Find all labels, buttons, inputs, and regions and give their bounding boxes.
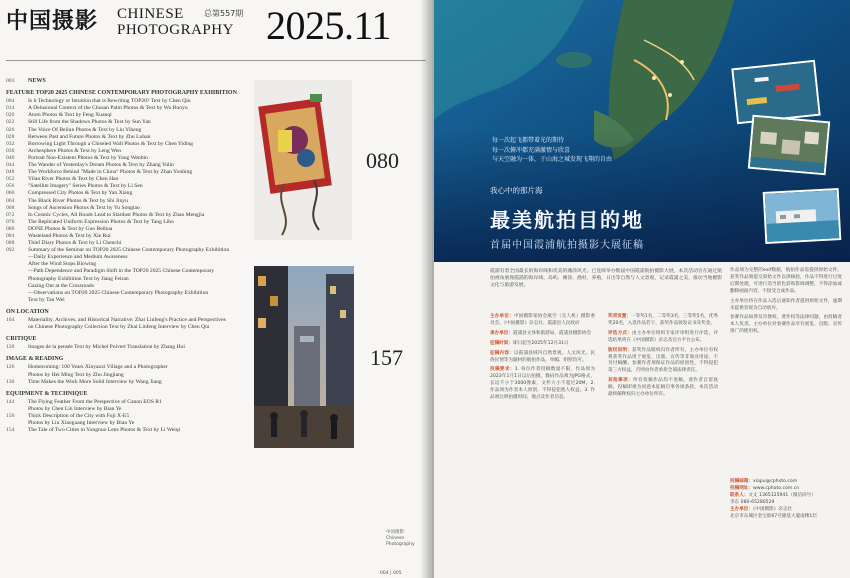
toc-feature-rows — [6, 98, 258, 304]
masthead-en-line2: PHOTOGRAPHY — [117, 22, 234, 38]
toc-entry-text: The Replicated Uniform Expression Photos & Text by Tang Libo — [28, 218, 174, 225]
toc-entry-text: Portrait Non-Existent Photos & Text by Yang Wenbin — [28, 154, 148, 161]
body-column-3 — [730, 268, 842, 339]
toc-entry-text: Songs of Ascension Photos & Text by Yu Songtao — [28, 204, 140, 211]
toc-entry-text: Gazing Out at the Crossroads — [28, 282, 94, 289]
toc-row[interactable] — [6, 226, 258, 233]
body-paragraph — [608, 331, 718, 345]
toc-entry-text: —Daily Experience and Medium Awareness — [28, 254, 128, 261]
toc-page: 088 — [6, 240, 15, 247]
thumbnail-pier[interactable] — [763, 188, 842, 244]
call-for-entries-page — [434, 0, 850, 578]
toc-entry-text: A Delusional Context of the Chusan Palm Photos & Text by Wo Ruoyu — [28, 105, 188, 112]
toc-page: 040 — [6, 154, 15, 161]
body-paragraph — [730, 268, 842, 296]
paragraph-key: 评选方式： — [608, 330, 632, 336]
body-paragraph — [608, 314, 718, 328]
toc-row[interactable] — [6, 119, 258, 126]
toc-row[interactable] — [6, 169, 258, 176]
paragraph-text: 作品须为完整的exif数据，航拍作品需提供原始文件。获奖作品须提交原始文件以供核验，作品不得进行过度后期处理，可进行适当的色彩和影调调整，不得添加或删除画面内容，不接受合成作品。 — [730, 268, 842, 294]
toc-page: 020 — [6, 112, 15, 119]
toc-row[interactable] — [6, 399, 258, 406]
toc-entry-text: Between Past and Future Photos & Text by Zhu Luhan — [28, 133, 151, 140]
thumbnail-pier-image — [765, 190, 842, 244]
toc-section-feature: FEATURE TOP20 2025 CHINESE CONTEMPORARY PHOTOGRAPHY EXHIBITION — [6, 90, 237, 97]
body-paragraph — [490, 314, 595, 328]
page-number-080: 080 — [366, 148, 399, 173]
paragraph-key: 征稿内容： — [490, 350, 514, 356]
contact-line — [730, 478, 842, 485]
body-paragraph — [490, 367, 595, 402]
toc-row[interactable] — [6, 247, 258, 254]
hero-caption — [492, 136, 612, 165]
contact-line — [730, 499, 842, 506]
city-street-photo[interactable] — [254, 266, 354, 448]
toc-page — [6, 290, 28, 297]
toc-page: 092 — [6, 247, 15, 254]
toc-page: 154 — [6, 427, 15, 434]
toc-page: 064 — [6, 197, 15, 204]
toc-row[interactable] — [6, 148, 258, 155]
toc-equipment-rows — [6, 399, 258, 434]
contact-key: 投稿邮箱： — [730, 479, 753, 484]
toc-row[interactable] — [6, 324, 258, 331]
toc-row[interactable] — [6, 105, 258, 112]
body-paragraph — [730, 315, 842, 336]
toc-entry-text: In Cosmic Cycles, All Roads Lead to Stardust Photos & Text by Zhao Mengjia — [28, 211, 205, 218]
toc-row[interactable] — [6, 212, 258, 219]
toc-page: 120 — [6, 344, 15, 351]
body-column-2 — [608, 314, 718, 402]
toc-page: 004 — [6, 98, 15, 105]
toc-entry-text: "Satellite Imagery" Series Photos & Text by Li Sen — [28, 183, 143, 190]
contact-value: 文丈 1365125941（微信同号） — [748, 493, 816, 498]
toc-entry-text: The Wander of Yesterday's Dream Photos & Text by Zhang Yulin — [28, 162, 174, 169]
toc-entry-text: Text by Tan Wei — [28, 296, 65, 303]
paragraph-text: 参赛作品如涉及肖像权、著作权等法律问题，由投稿者本人负责。主办单位对参赛作品享有展览、出版、宣传推广的使用权。 — [730, 315, 842, 335]
contact-value: xiapu@cphoto.com — [752, 479, 798, 484]
paragraph-text: 中国摄影家协会航空（无人机）摄影委员会、《中国摄影》杂志社、霞浦县人民政府 — [490, 314, 595, 326]
contact-line — [730, 506, 842, 513]
toc-row[interactable] — [6, 205, 258, 212]
toc-page: 036 — [6, 147, 15, 154]
paragraph-key: 其他事项： — [608, 378, 634, 384]
toc-section-location: ON LOCATION — [6, 308, 49, 315]
toc-row[interactable] — [6, 176, 258, 183]
toc-entry-text: Images de la pensée Text by Michel Poivert Translation by Zhang Hui — [28, 344, 185, 351]
toc-page: 136 — [6, 378, 15, 385]
paragraph-text: 即日起至2025年12月31日 — [512, 340, 569, 346]
contact-line — [730, 492, 842, 499]
toc-page — [6, 254, 28, 261]
toc-row[interactable] — [6, 268, 258, 275]
contact-value: www.cphoto.com.cn — [752, 486, 800, 491]
toc-entry-text: Photos by Hei Ming Text by Zhu Jingjiang — [28, 371, 124, 378]
toc-entry-text: Summary of the Seminar on TOP20 2025 Chinese Contemporary Photography Exhibition — [28, 247, 230, 254]
toc-page — [6, 297, 28, 304]
paragraph-text: 由主办单位组织专家评审组进行评选，评选结果将在《中国摄影》杂志及官方平台公布。 — [608, 330, 718, 343]
contact-key: 联系人： — [730, 493, 749, 498]
footer-cn: 中国摄影 — [386, 530, 404, 535]
toc-row[interactable] — [6, 240, 258, 247]
footer-page-numbers: 004 | 005 — [380, 571, 402, 576]
hero-tagline: 我心中的那片海 — [490, 186, 543, 195]
paragraph-text: 霞浦县文体和旅游局、霞浦县摄影协会 — [512, 330, 592, 336]
paragraph-key: 承办单位： — [490, 330, 513, 336]
toc-row[interactable] — [6, 344, 258, 351]
toc-page: 150 — [6, 413, 15, 420]
page-number-157: 157 — [370, 345, 403, 370]
paragraph-text: 主办单位将在作品入选后通知作者提供原始文件，逾期未提供者视为自动放弃。 — [730, 298, 842, 311]
paragraph-key: 奖项设置： — [608, 314, 631, 319]
toc-page — [6, 324, 28, 331]
toc-row[interactable] — [6, 134, 258, 141]
toc-entry-text: Is it Technology or Intuition that is Rewriting TOP20? Text by Chen Qiu — [28, 98, 191, 105]
hero-caption-line: 与天空融为一体，于山海之城发现飞翔的自由 — [492, 156, 613, 163]
article-subtitle: 首届中国霞浦航拍摄影大展征稿 — [490, 240, 644, 251]
toc-row[interactable] — [6, 190, 258, 197]
toc-page: 056 — [6, 183, 15, 190]
paragraph-key: 投稿要求： — [490, 367, 515, 373]
contact-line — [730, 513, 842, 520]
paragraph-text: 1. 每位作者投稿数量不限，作品须为2023年1月1日以后拍摄，数码作品须为JPG格式，长边不小于3000像素，文件大小不超过20M。2. 作品须为作者本人原创，不得侵犯他人权益。3. 作品须注明拍摄时间、地点及作者信息。 — [490, 367, 595, 401]
masthead-cn-title: 中国摄影 — [6, 8, 99, 34]
toc-page: 072 — [6, 211, 15, 218]
toc-page: 044 — [6, 162, 15, 169]
toc-entry-text: on Chinese Photography Collection Text by Zhai Linfeng Interview by Chen Qiu — [28, 324, 210, 331]
contact-info — [730, 478, 842, 520]
toc-page: 028 — [6, 133, 15, 140]
toc-entry-text: The Black River Photos & Text by Shi Jinyu — [28, 197, 128, 204]
toc-section-news: NEWS — [28, 78, 46, 84]
paragraph-key: 主办单位： — [490, 314, 514, 319]
toc-page: 014 — [6, 105, 15, 112]
toc-page — [6, 268, 28, 275]
toc-page — [6, 261, 28, 268]
toc-entry-text: Photos by Liu Xiaoguang Interview by Bian Ye — [28, 420, 135, 427]
paragraph-key: 征稿时间： — [490, 340, 513, 346]
toc-page: 003 — [6, 78, 15, 84]
body-column-1 — [490, 314, 595, 405]
toc-page — [6, 420, 28, 427]
paragraph-text: 以霞浦县域内自然景观、人文风光、民俗民情等为题材的航拍作品，单幅、组照均可。 — [490, 350, 595, 363]
toc-entry-text: Compressed City Photos & Text by Yan Xiang — [28, 190, 133, 197]
toc-row[interactable] — [6, 261, 258, 268]
thumbnail-boats[interactable] — [731, 60, 820, 124]
toc-entry-text: The Tale of Two Cities in Yongnuo Lens Photos & Text by Li Weiqi — [28, 427, 181, 434]
contact-value: 《中国摄影》杂志社 — [752, 507, 793, 512]
toc-section-image-reading: IMAGE & READING — [6, 356, 64, 363]
toc-entry-text: Wasteland Photos & Text by Xie Rui — [28, 232, 111, 239]
body-paragraph — [490, 351, 595, 365]
toc-row[interactable] — [6, 372, 258, 379]
body-paragraph — [608, 378, 718, 399]
toc-entry-text: —Observations on TOP20 2025 Chinese Contemporary Photography Exhibition — [28, 289, 209, 296]
toc-entry-text: The Voice Of Beilun Photos & Text by Liu Yiheng — [28, 126, 142, 133]
toc-page: 076 — [6, 218, 15, 225]
toc-page: 084 — [6, 232, 15, 239]
toc-row[interactable] — [6, 183, 258, 190]
toc-row[interactable] — [6, 276, 258, 283]
toc-entry-text: The Workforce Behind "Made in China" Photos & Text by Zhan Youbing — [28, 169, 193, 176]
toc-critique-rows — [6, 344, 258, 351]
toc-row[interactable] — [6, 413, 258, 420]
toc-section-critique: CRITIQUE — [6, 336, 37, 343]
toc-row[interactable] — [6, 127, 258, 134]
toc-page — [6, 406, 28, 413]
toc-entry-text: —Path Dependence and Paradigm Shift in the TOP20 2025 Chinese Contemporary — [28, 268, 215, 275]
toc-page: 052 — [6, 176, 15, 183]
artwork-image — [254, 80, 352, 240]
toc-row[interactable] — [6, 379, 258, 386]
toc-entry-text: Time Makes the Work More Solid Interview by Wang Jiang — [28, 378, 162, 385]
toc-row[interactable] — [6, 112, 258, 119]
toc-page: 080 — [6, 225, 15, 232]
masthead-issue-number: 总第557期 — [204, 9, 244, 18]
thumbnail-village-image — [750, 117, 831, 175]
footer-en: Chinese Photography — [386, 536, 415, 547]
toc-entry-text: Thief Diary Photos & Text by Li Chenchi — [28, 240, 122, 247]
toc-row[interactable] — [6, 141, 258, 148]
toc-row[interactable] — [6, 98, 258, 105]
toc-entry-text: DONE Photos & Text by Guo Beihua — [28, 225, 113, 232]
toc-row[interactable] — [6, 162, 258, 169]
body-paragraph — [730, 299, 842, 313]
toc-location-rows — [6, 317, 258, 331]
article-title: 最美航拍目的地 — [490, 208, 644, 232]
hero-caption-line: 每一次起飞都带着光的期待 — [492, 137, 565, 144]
artwork-photo[interactable] — [254, 80, 352, 240]
toc-entry-text: Homecoming: 100 Years Xinyaozi Village and a Photographer — [28, 364, 168, 371]
toc-entry-text: Archesphere Photos & Text by Leng Wen — [28, 147, 122, 154]
toc-page: 126 — [6, 364, 15, 371]
toc-entry-text: Atom Photos & Text by Feng Xuanqi — [28, 112, 112, 119]
contact-key: 主办单位： — [730, 507, 753, 512]
paragraph-text: 所有投稿作品均不退稿，请作者自留底稿。投稿即视为同意本征稿启事各项条款，本次活动最终解释权归主办单位所有。 — [608, 378, 718, 398]
toc-row[interactable] — [6, 420, 258, 427]
body-paragraph — [490, 341, 595, 348]
toc-entry-text: Materiality, Archives, and Historical Narrative: Zhai Linfeng's Practice and Perspectives — [28, 317, 226, 323]
city-street-image — [254, 266, 354, 448]
paragraph-text: 获奖作品版权归作者所有，主办单位有权将获奖作品用于展览、出版、宣传等非商业用途，不另付稿酬。参赛作者须保证作品的原创性，不得侵犯第三方权益，否则由作者承担全部法律责任。 — [608, 347, 718, 374]
toc-row[interactable] — [6, 155, 258, 162]
masthead-en-line1: CHINESE — [117, 6, 184, 22]
toc-page: 026 — [6, 126, 15, 133]
toc-image-rows — [6, 364, 258, 385]
toc-page: 104 — [6, 317, 15, 323]
hero-caption-line: 每一次俯冲都充满激情与欣喜 — [492, 146, 571, 154]
toc-entry-text: Thick Description of the City with Fuji X-E5 — [28, 413, 130, 420]
toc-row[interactable] — [6, 290, 258, 297]
thumbnail-village[interactable] — [748, 115, 830, 176]
toc-entry-text: The Flying Feather From the Perspective of Canon EOS R1 — [28, 398, 162, 405]
toc-row[interactable] — [6, 283, 258, 290]
toc-row[interactable] — [6, 219, 258, 226]
toc-page: 032 — [6, 140, 15, 147]
intro-paragraph: 霞浦有着全国最长的海岸线和优美的滩涂风光。已连续举办数届中国霞浦航拍摄影大展，本次活动旨在通过航拍视角展现霞浦的海岸线、岛屿、滩涂、渔村、养殖、日出等自然与人文景观，记录霞浦之美，推动当地摄影文化与旅游发展。 — [490, 269, 722, 288]
toc-row[interactable] — [6, 364, 258, 371]
contact-key: 投稿网址： — [730, 486, 753, 491]
thumbnail-boats-image — [734, 62, 821, 125]
toc-page: 060 — [6, 190, 15, 197]
toc-page — [6, 276, 28, 283]
toc-list — [6, 78, 258, 434]
toc-section-equipment: EQUIPMENT & TECHNIQUE — [6, 390, 88, 397]
toc-entry-text: Photography Exhibition Text by Jiang Feiran — [28, 275, 129, 282]
toc-row-news[interactable] — [6, 78, 258, 85]
toc-page: 048 — [6, 169, 15, 176]
toc-page — [6, 283, 28, 290]
toc-page: 068 — [6, 204, 15, 211]
toc-entry-text: Borrowing Light Through a Chiseled Wall Photos & Text by Chen Yiding — [28, 140, 194, 147]
toc-row[interactable] — [6, 406, 258, 413]
toc-row[interactable] — [6, 297, 258, 304]
contact-value: 李东 080-65280529 — [730, 500, 775, 505]
masthead-year-issue: 2025.11 — [266, 3, 392, 48]
toc-page: 022 — [6, 119, 15, 126]
paragraph-text: 一等奖1名，二等奖3名，三等奖5名，优秀奖20名，入选作品若干，获奖作品颁发证书及奖金。 — [608, 314, 718, 326]
paragraph-key: 版权说明： — [608, 347, 632, 353]
toc-row[interactable] — [6, 198, 258, 205]
toc-page — [6, 372, 28, 379]
toc-row[interactable] — [6, 254, 258, 261]
contact-value: 北京市东城区金宝街67号隆基大厦南楼1层 — [730, 514, 817, 519]
toc-row[interactable] — [6, 427, 258, 434]
masthead-rule — [6, 60, 426, 61]
contact-line — [730, 485, 842, 492]
toc-entry-text: Yilan River Photos & Text by Chen Hao — [28, 176, 119, 183]
toc-entry-text: Still Life from the Shadows Photos & Text by Sun Yan — [28, 119, 151, 126]
toc-entry-text: After the Wind Stops Blowing — [28, 261, 97, 268]
toc-row[interactable] — [6, 233, 258, 240]
toc-page: 144 — [6, 398, 15, 405]
body-paragraph — [490, 331, 595, 338]
toc-entry-text: Photos by Chen Lin Interview by Bian Ye — [28, 405, 122, 412]
toc-row[interactable] — [6, 317, 258, 324]
body-paragraph — [608, 348, 718, 376]
